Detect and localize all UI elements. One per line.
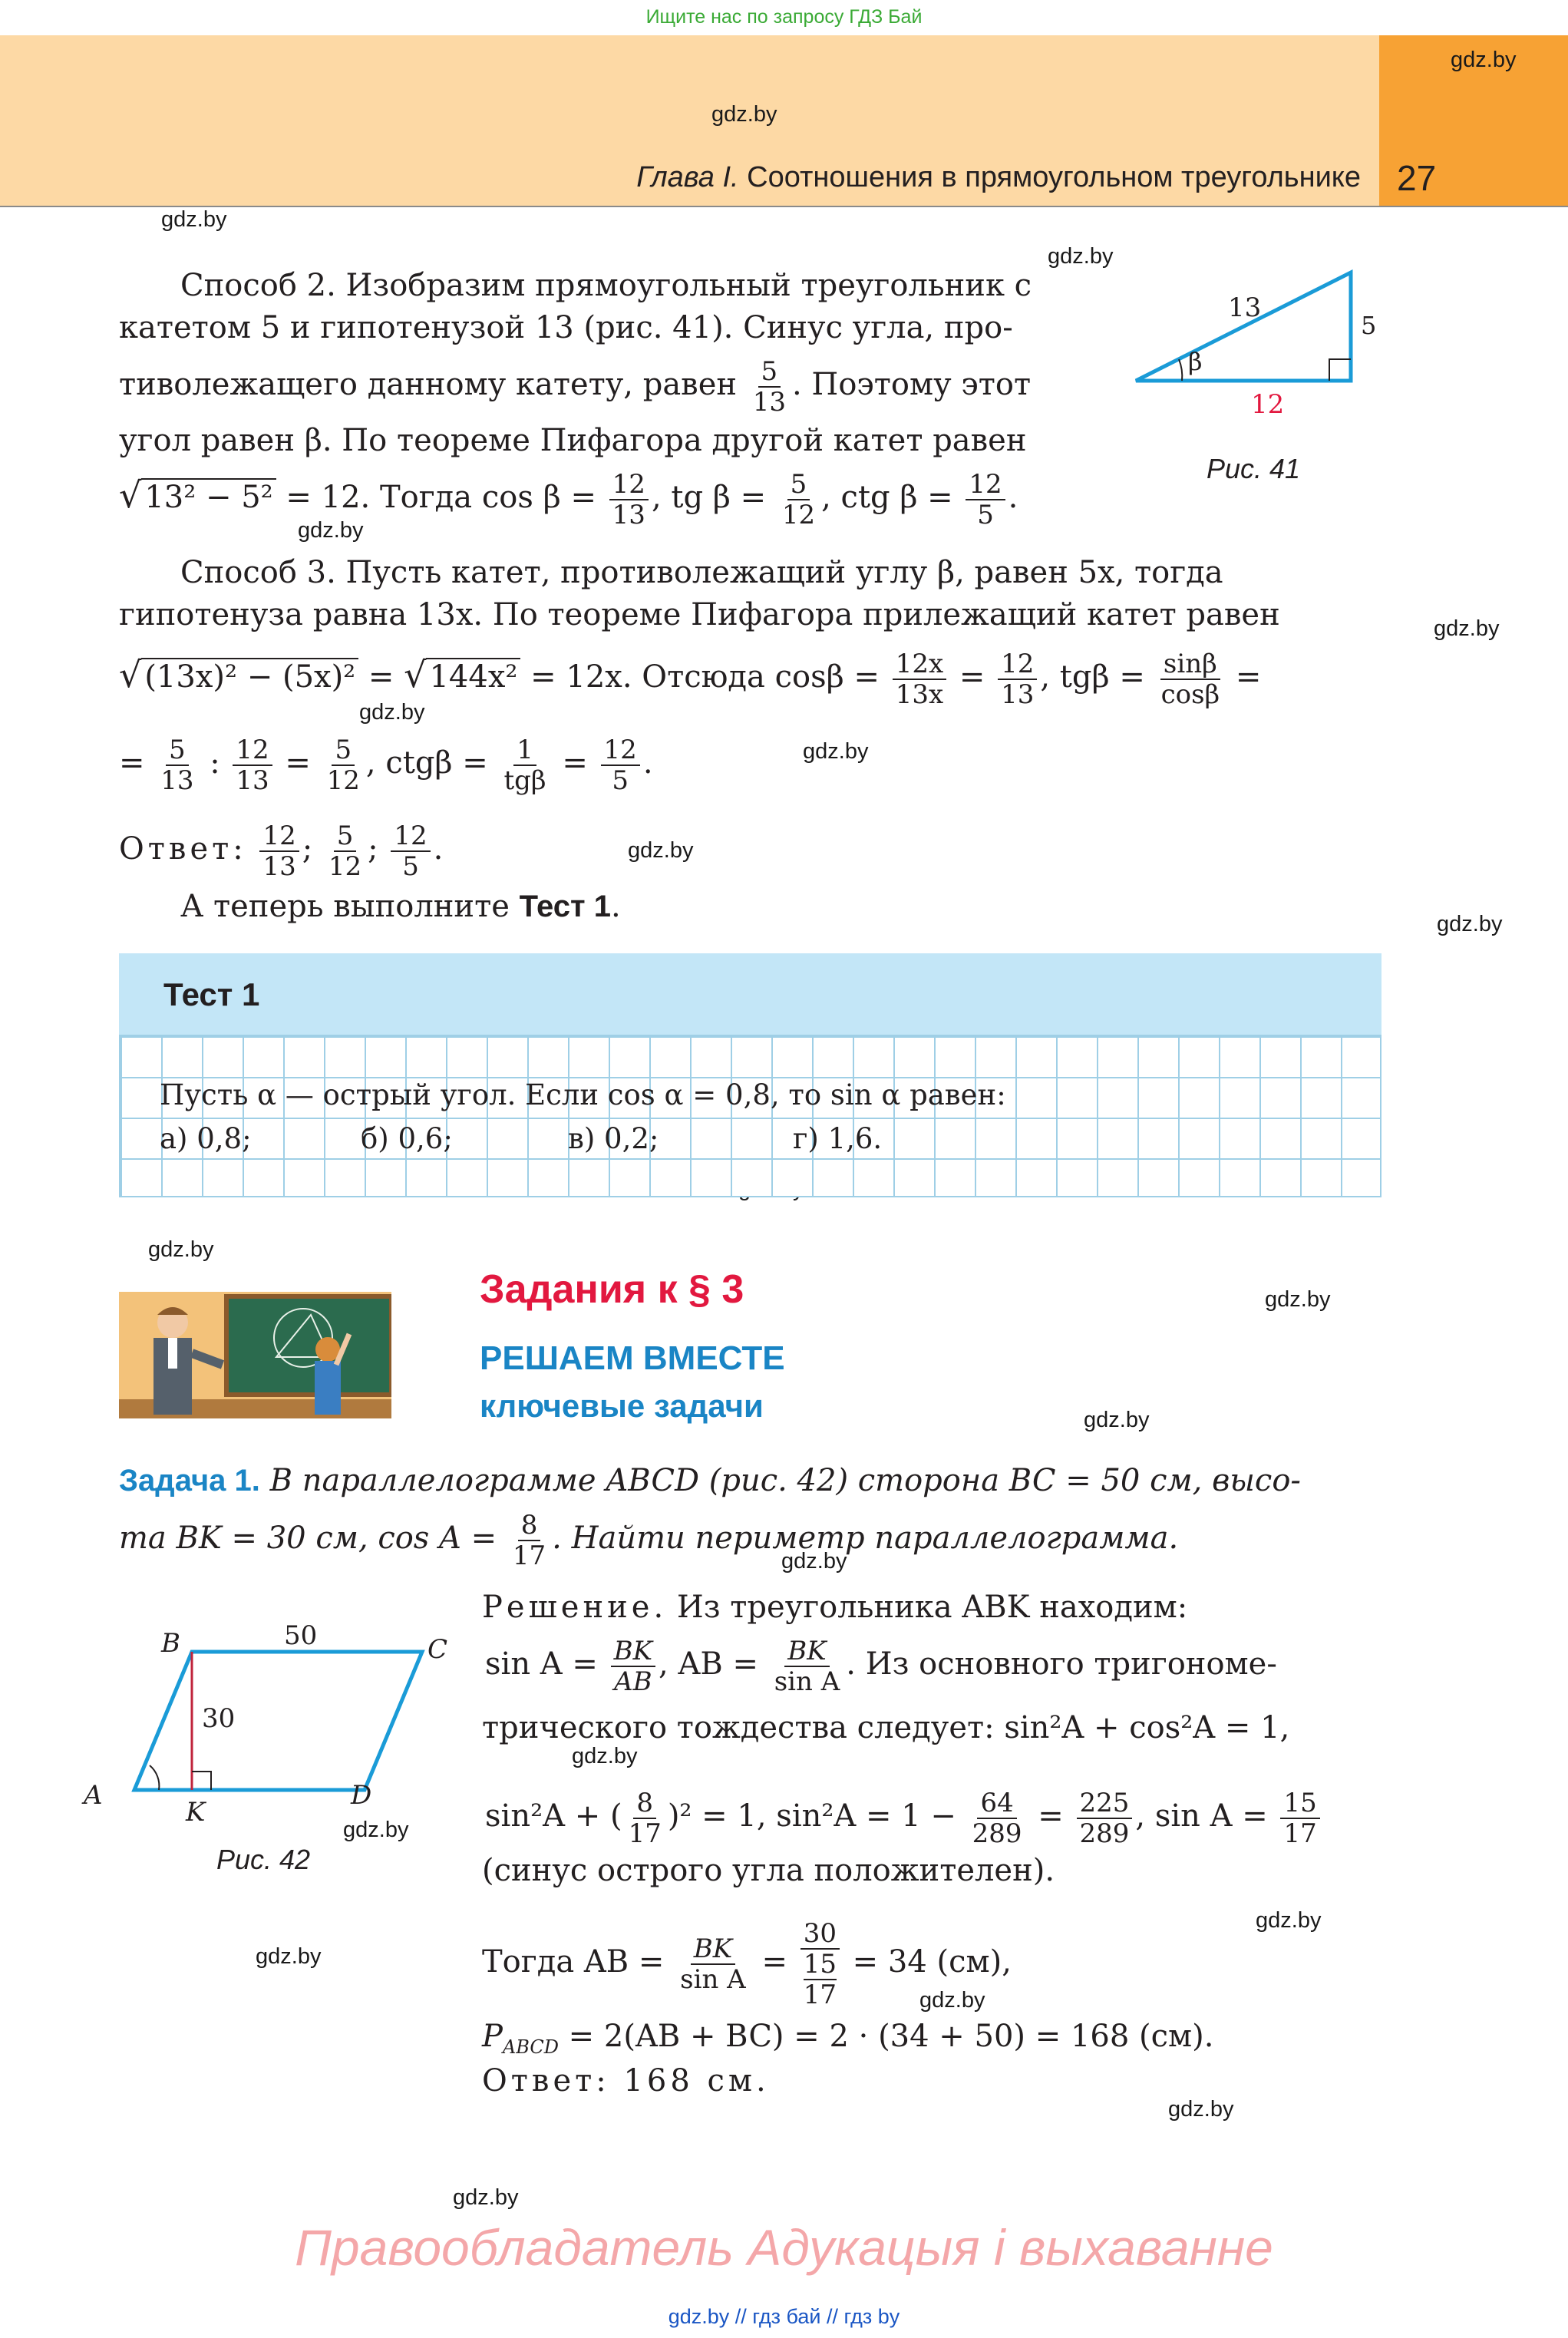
chapter-number: Глава I. [636, 161, 739, 193]
method2-line4: угол равен β. По теореме Пифагора другой катет равен [119, 423, 1027, 458]
text: = 2(AB + BC) = 2 · (34 + 50) = 168 (см). [558, 2019, 1214, 2054]
solution-line1 [482, 1585, 1187, 1630]
text: = [1038, 1798, 1064, 1834]
numerator: 12 [998, 649, 1037, 680]
denominator: sin A [774, 1666, 840, 1697]
fraction [750, 357, 789, 417]
text: = 12x. Отсюда cosβ = [520, 659, 890, 695]
text: ; [302, 831, 313, 867]
numerator: BK [611, 1636, 655, 1667]
text: P [482, 2019, 503, 2054]
fraction [969, 1788, 1025, 1848]
radicand: (13x)² − (5x)² [141, 658, 358, 695]
denominator: 17 [1283, 1818, 1317, 1849]
numerator: 225 [1077, 1788, 1133, 1819]
text: ; [368, 831, 378, 867]
numerator: 5 [166, 735, 189, 766]
right-angle-mark [1329, 359, 1351, 381]
solution-line4 [485, 1788, 1323, 1848]
numerator: BK [691, 1934, 735, 1965]
watermark: gdz.by [298, 518, 364, 543]
solution-label: Решение. [482, 1590, 668, 1625]
radicand: 13² − 5² [141, 478, 276, 515]
denominator [801, 1950, 840, 2009]
corner-watermark: gdz.by [1451, 48, 1517, 72]
text: . Найти периметр параллелограмма. [552, 1521, 1179, 1556]
denominator: 5 [402, 851, 419, 882]
watermark: gdz.by [1084, 1408, 1150, 1432]
subscript: ABCD [502, 2036, 559, 2058]
header-watermark: gdz.by [711, 102, 777, 127]
text: : [210, 745, 220, 781]
fraction [626, 1788, 665, 1848]
numerator: 12 [259, 821, 299, 852]
fraction [157, 735, 196, 795]
watermark: gdz.by [781, 1549, 847, 1574]
watermark: gdz.by [572, 1744, 638, 1768]
height-length: 30 [202, 1703, 236, 1734]
hypotenuse-label: 13 [1228, 292, 1262, 323]
method3-line1: Способ 3. Пусть катет, противолежащий углу β, равен 5x, тогда [180, 555, 1223, 590]
watermark: gdz.by [453, 2185, 519, 2210]
text: . [610, 889, 621, 924]
watermark: gdz.by [919, 1988, 985, 2013]
fraction [966, 470, 1005, 530]
numerator: 5 [334, 821, 357, 852]
watermark: gdz.by [148, 1237, 214, 1262]
fraction [801, 1919, 840, 2009]
fraction [1077, 1788, 1133, 1848]
parallelogram-shape [134, 1652, 422, 1790]
key-tasks-heading: ключевые задачи [480, 1388, 764, 1424]
watermark: gdz.by [628, 838, 694, 863]
text: . [433, 831, 444, 867]
fraction [325, 821, 365, 881]
inner-denominator: 17 [803, 1980, 837, 2010]
numerator: 12 [966, 470, 1005, 500]
blackboard [226, 1296, 391, 1395]
test-header [119, 953, 1381, 1035]
angle-a-arc [150, 1765, 159, 1790]
right-angle-mark [192, 1772, 211, 1790]
leg-label: 5 [1361, 311, 1377, 340]
numerator: 12 [609, 470, 649, 500]
test-title: Тест 1 [163, 976, 260, 1012]
method3-line3 [119, 649, 1261, 709]
vertex-c: C [427, 1634, 448, 1665]
numerator: 12 [601, 735, 640, 766]
solution-line6 [482, 1919, 1012, 2009]
denominator: 17 [512, 1541, 546, 1571]
watermark: gdz.by [1256, 1908, 1322, 1933]
watermark: gdz.by [1437, 912, 1503, 936]
fraction [259, 821, 299, 881]
text: = [119, 745, 145, 781]
numerator: 5 [332, 735, 355, 766]
denominator: 12 [328, 851, 362, 882]
test-intro [180, 884, 621, 929]
figure-41-caption: Рис. 41 [1207, 453, 1301, 484]
text: = [761, 1944, 787, 1980]
denominator: 289 [972, 1818, 1022, 1849]
denominator: 13 [1001, 679, 1035, 710]
text: , sin A = [1135, 1798, 1278, 1834]
fraction [677, 1934, 749, 1994]
sqrt-sign: √ [119, 474, 142, 516]
text: , ctgβ = [365, 745, 498, 781]
figure-42-caption: Рис. 42 [216, 1844, 311, 1875]
header-divider [0, 206, 1568, 207]
numerator: 8 [518, 1511, 541, 1541]
text: , tg β = [651, 480, 776, 515]
task1-line2 [119, 1511, 1178, 1570]
text: . Поэтому этот [792, 367, 1032, 402]
top-banner: Ищите нас по запросу ГДЗ Бай [645, 6, 923, 28]
fraction [771, 1636, 843, 1696]
fraction [510, 1511, 549, 1570]
fraction [324, 735, 363, 795]
text: Тогда AB = [482, 1944, 675, 1980]
watermark: gdz.by [1265, 1287, 1331, 1312]
numerator: 5 [787, 470, 810, 500]
denominator: tgβ [503, 765, 546, 796]
text: , tgβ = [1040, 659, 1155, 695]
method3-line4 [119, 735, 653, 795]
text: = [358, 659, 404, 695]
watermark: gdz.by [1048, 244, 1114, 269]
denominator: sin A [680, 1964, 746, 1995]
numerator: 12 [233, 735, 272, 766]
text: А теперь выполните [180, 889, 520, 924]
numerator: 15 [1280, 1788, 1319, 1819]
watermark: gdz.by [359, 700, 425, 725]
text: = [1235, 659, 1262, 695]
fraction [893, 649, 946, 709]
chapter-title [636, 161, 1361, 194]
vertex-a: A [84, 1780, 103, 1811]
option-a[interactable]: а) 0,8; [160, 1122, 252, 1155]
answer-label: Ответ: [119, 831, 247, 867]
text: = [285, 745, 311, 781]
watermark: gdz.by [161, 207, 227, 232]
text: В параллелограмме ABCD (рис. 42) сторона BC = 50 см, высо- [259, 1463, 1301, 1498]
text: = [959, 659, 985, 695]
answer-line [119, 821, 443, 881]
fraction [998, 649, 1037, 709]
solution-line5: (синус острого угла положителен). [482, 1853, 1055, 1888]
solution-line3: трического тождества следует: sin²A + cos²A = 1, [482, 1710, 1290, 1745]
fraction [609, 470, 649, 530]
figure-41-triangle [1128, 261, 1381, 438]
footer-links[interactable]: gdz.by // гдз бай // гдз by [668, 2305, 900, 2328]
student-body [315, 1361, 341, 1415]
point-k: K [186, 1797, 206, 1828]
text: )² = 1, sin²A = 1 − [667, 1798, 966, 1834]
fraction [779, 470, 818, 530]
denominator: 12 [326, 765, 360, 796]
fraction [233, 735, 272, 795]
text: sin²A + ( [485, 1798, 622, 1834]
fraction [611, 1636, 655, 1696]
solution-line2 [485, 1636, 1277, 1696]
figure-42-parallelogram [73, 1620, 472, 1834]
numerator: 12x [893, 649, 946, 680]
fraction [601, 735, 640, 795]
teacher-shirt [168, 1338, 177, 1369]
denominator: AB [614, 1666, 652, 1697]
page-number: 27 [1397, 158, 1437, 198]
denominator: 13 [612, 500, 645, 530]
text: . [642, 745, 653, 781]
text: = 34 (см), [842, 1944, 1012, 1980]
fraction [391, 821, 430, 881]
fraction [1280, 1788, 1319, 1848]
watermark: gdz.by [343, 1818, 409, 1842]
test-link[interactable]: Тест 1 [519, 890, 611, 923]
text: = [562, 745, 588, 781]
copyright-footer: Правообладатель Адукацыя і выхаванне [295, 2219, 1273, 2276]
watermark: gdz.by [1434, 616, 1500, 641]
test-question: Пусть α — острый угол. Если cos α = 0,8, то sin α равен: [160, 1078, 1006, 1111]
text: тиволежащего данному катету, равен [119, 367, 747, 402]
denominator: 13 [262, 851, 296, 882]
option-b[interactable]: б) 0,6; [361, 1122, 453, 1155]
method2-line3 [119, 357, 1031, 417]
denominator: cosβ [1160, 679, 1220, 710]
section-title: Задания к § 3 [480, 1267, 744, 1312]
method2-line5 [119, 470, 1018, 530]
sqrt-sign: √ [119, 654, 142, 695]
numerator: 30 [801, 1919, 840, 1950]
numerator: sinβ [1160, 649, 1220, 680]
angle-arc [1179, 359, 1182, 381]
radicand: 144x² [426, 658, 520, 695]
denominator: 289 [1079, 1818, 1130, 1849]
triangle-shape [1136, 272, 1351, 381]
denominator: 17 [628, 1818, 662, 1849]
side-bc-length: 50 [284, 1620, 318, 1651]
base-label: 12 [1251, 389, 1285, 420]
denominator: 13 [236, 765, 269, 796]
option-c[interactable]: в) 0,2; [568, 1122, 659, 1155]
numerator: BK [784, 1636, 829, 1667]
method2-line1: Способ 2. Изобразим прямоугольный треугольник с [180, 268, 1032, 303]
vertex-d: D [351, 1780, 372, 1811]
denominator: 5 [612, 765, 629, 796]
text: Из треугольника ABK находим: [667, 1590, 1188, 1625]
method3-line2: гипотенуза равна 13x. По теореме Пифагора прилежащий катет равен [119, 597, 1280, 632]
denominator: 5 [977, 500, 994, 530]
method2-line2: катетом 5 и гипотенузой 13 (рис. 41). Синус угла, про- [119, 310, 1013, 345]
denominator: 12 [781, 500, 816, 530]
text: , AB = [659, 1646, 768, 1682]
numerator: 1 [513, 735, 536, 766]
numerator: 5 [758, 357, 781, 388]
task-label: Задача 1. [119, 1464, 260, 1498]
watermark: gdz.by [803, 739, 869, 764]
numerator: 12 [391, 821, 430, 852]
denominator: 13x [895, 679, 944, 710]
chapter-name: Соотношения в прямоугольном треугольнике [738, 161, 1361, 193]
text: sin A = [485, 1646, 608, 1682]
solve-together-heading: РЕШАЕМ ВМЕСТЕ [480, 1339, 785, 1377]
vertex-b: B [161, 1628, 180, 1659]
task1-line1 [119, 1458, 1301, 1503]
angle-label: β [1188, 347, 1203, 376]
fraction [501, 735, 550, 795]
option-d[interactable]: г) 1,6. [793, 1122, 883, 1155]
watermark: gdz.by [256, 1944, 322, 1969]
text: , ctg β = [821, 480, 963, 515]
text: та BK = 30 см, cos A = [119, 1521, 507, 1556]
text: = 12. Тогда cos β = [276, 480, 606, 515]
solution-answer: Ответ: 168 см. [482, 2063, 770, 2099]
fraction [1158, 649, 1223, 709]
sqrt-sign: √ [404, 654, 427, 695]
text: . [1008, 480, 1018, 515]
classroom-illustration [119, 1292, 391, 1418]
watermark: gdz.by [1168, 2097, 1234, 2122]
text: . Из основного тригономе- [846, 1646, 1277, 1682]
denominator: 13 [160, 765, 194, 796]
denominator: 13 [752, 387, 786, 418]
inner-numerator: 15 [803, 1949, 837, 1980]
numerator: 8 [633, 1788, 656, 1819]
numerator: 64 [977, 1788, 1016, 1819]
